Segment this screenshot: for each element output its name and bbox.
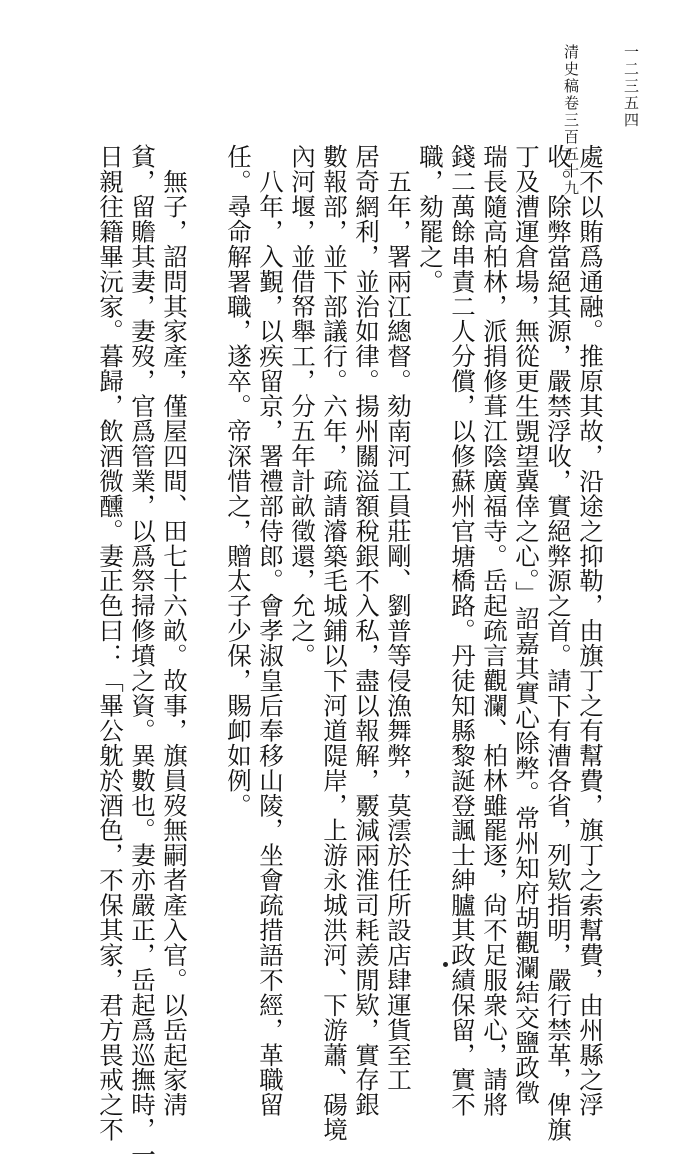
- text-column: 內河堰，並借帑舉工，分五年計畝徵還，允之。: [288, 144, 317, 668]
- text-column: 無子，詔問其家產，僅屋四間、田七十六畝。故事，旗員歿無嗣者產入官。以岳起家淸: [160, 144, 189, 1118]
- text-column: 居奇網利，並治如律。揚州關溢額稅銀不入私，盡以報解，覈減兩淮司耗羨閒欵，實存銀: [352, 144, 381, 1118]
- text-column: 日親往籍畢沅家。暮歸，飲酒微醺。妻正色曰：「畢公躭於酒色，不保其家，君方畏戒之不: [96, 144, 125, 1142]
- text-column: 職，劾罷之。: [416, 144, 445, 294]
- text-column: 處不以賄爲通融。推原其故，沿途之抑勒，由旗丁之有幫費，旗丁之索幫費，由州縣之浮: [576, 144, 605, 1118]
- text-column: 八年，入覲，以疾留京，署禮部侍郎。會孝淑皇后奉移山陵，坐會疏措語不經，革職留: [256, 144, 285, 1118]
- text-column: 瑞長隨高柏林，派捐修葺江陰廣福寺。岳起疏言觀瀾、柏林雖罷逐，尙不足服衆心，請將: [480, 144, 509, 1118]
- page-mark-dot: [443, 962, 448, 967]
- text-column: 收。除弊當絕其源，嚴禁浮收，實絕弊源之首。請下有漕各省，列欵指明，嚴行禁革，俾旗: [544, 144, 573, 1142]
- text-column: 貧，留贍其妻，妻歿，官爲管業，以爲祭掃修墳之資。異數也。妻亦嚴正，岳起爲巡撫時，一: [128, 144, 157, 1167]
- page-number: 一二三五四: [622, 44, 640, 129]
- running-head: 清史稿卷三百五十九: [562, 44, 580, 197]
- text-column: 丁及漕運倉場，無從更生覬望冀倖之心。」詔嘉其實心除弊。常州知府胡觀瀾結交鹽政徵: [512, 144, 541, 1105]
- text-column: 數報部，並下部議行。六年，疏請濬築毛城鋪以下河道隄岸，上游永城洪河、下游蕭、碭境: [320, 144, 349, 1142]
- text-column: 錢二萬餘串責二人分償，以修蘇州官塘橋路。丹徒知縣黎誕登諷士紳臚其政績保留，實不: [448, 144, 477, 1118]
- text-column: 五年，署兩江總督。劾南河工員莊剛、劉普等侵漁舞弊，莫澐於任所設店肆運貨至工: [384, 144, 413, 1093]
- text-column: 任。尋命解署職，遂卒。帝深惜之，贈太子少保，賜卹如例。: [224, 144, 253, 818]
